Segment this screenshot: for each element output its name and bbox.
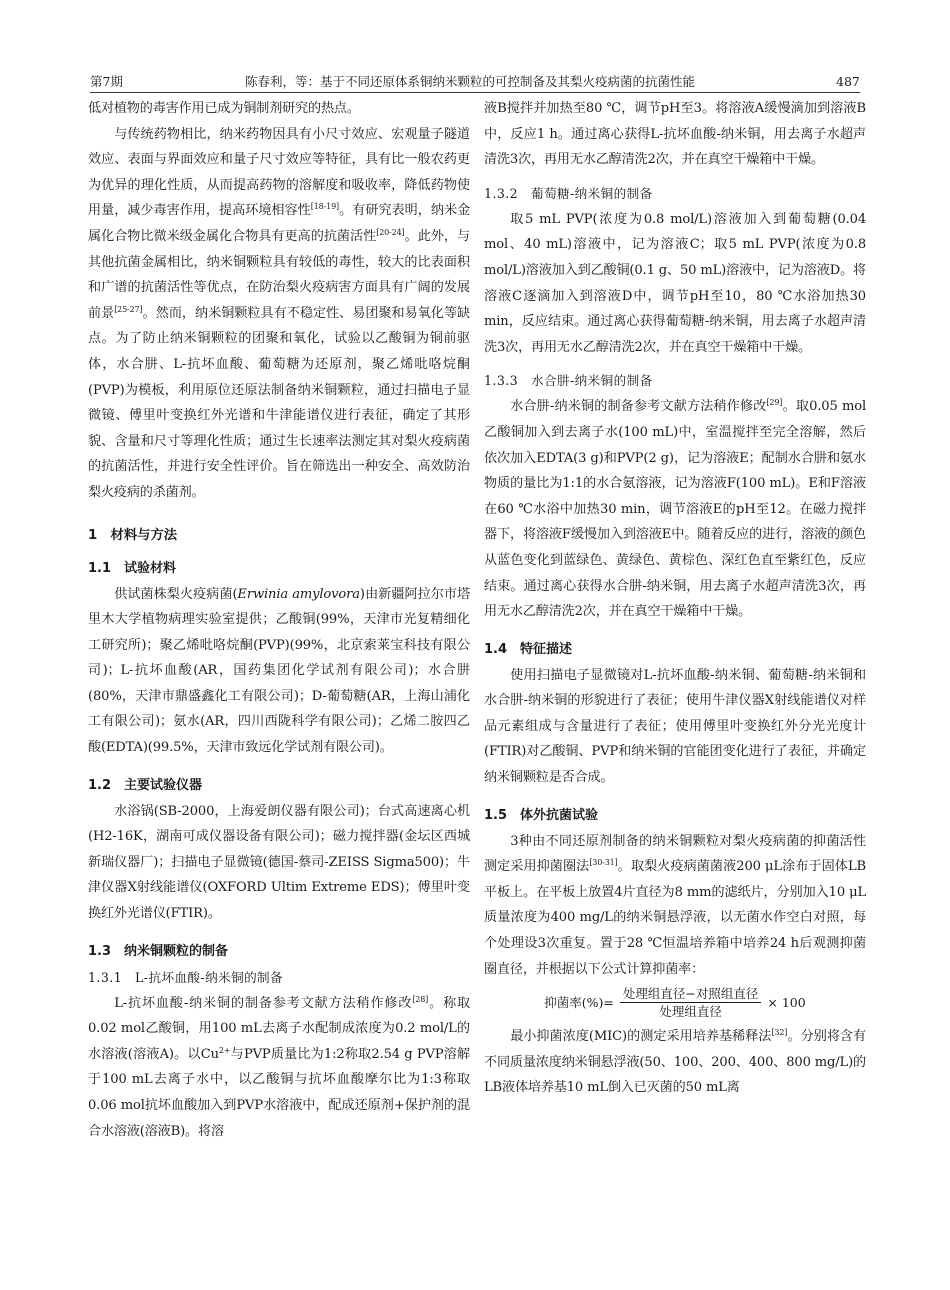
formula-numerator: 处理组直径−对照组直径 — [620, 986, 761, 1003]
paragraph-ascorbic-cont: 液B搅拌并加热至80 ℃，调节pH至3。将溶液A缓慢滴加到溶液B中，反应1 h。通过离心获得L-抗坏血酸-纳米铜，用去离子水超声清洗3次，再用无水乙醇清洗2次，并在真空干燥箱中干燥。 — [484, 101, 866, 168]
subsection-heading-characterization: 1.4 特征描述 — [484, 641, 573, 657]
paragraph-ascorbic-prep: L-抗坏血酸-纳米铜的制备参考文献方法稍作修改[28]。称取0.02 mol乙酸铜，用100 mL去离子水配制成浓度为0.2 mol/L的水溶液(溶液A)。以$Cu^{2+}$与PVP质量比为1:2称取2.54 g PVP溶解于100 mL去离子水中，以乙酸铜与抗坏血酸摩尔比为1:3称取0.06 mol抗坏血酸加入到PVP水溶液中，配成还原剂+保护剂的混合水溶液(溶液B)。将溶 — [88, 994, 470, 1139]
paragraph-materials: 供试菌株梨火疫病菌(Erwinia amylovora)由新疆阿拉尔市塔里木大学植物病理实验室提供；乙酸铜(99%，天津市光复精细化工研究所)；聚乙烯吡咯烷酮(PVP)(99%，北京索莱宝科技有限公司)；L-抗坏血酸(AR，国药集团化学试剂有限公司)；水合肼(80%，天津市鼎盛鑫化工有限公司)；D-葡萄糖(AR，上海山浦化工有限公司)；氨水(AR，四川西陇科学有限公司)；乙烯二胺四乙酸(EDTA)(99.5%，天津市致远化学试剂有限公司)。 — [88, 586, 471, 756]
header-issue: 第7期 — [90, 74, 123, 89]
citation: [32] — [771, 1028, 788, 1038]
paragraph-hydrazine-prep: 水合肼-纳米铜的制备参考文献方法稍作修改[29]。取0.05 mol乙酸铜加入到去离子水(100 mL)中，室温搅拌至完全溶解，然后依次加入EDTA(3 g)和PVP(2 g)，记为溶液E；配制水合肼和氨水物质的量比为1:1的水合氨溶液，记为溶液F(100 mL)。E和F溶液在60 ℃水浴中加热30 min，调节溶液E的pH至12。在磁力搅拌器下，将溶液F缓慢加入到溶液E中。随着反应的进行，溶液的颜色从蓝色变化到蓝绿色、黄绿色、黄棕色、深红色直至紫红色，反应结束。通过离心获得水合肼-纳米铜，用去离子水超声清洗3次，再用无水乙醇清洗2次，并在真空干燥箱中干燥。 — [484, 398, 866, 620]
formula-denominator: 处理组直径 — [659, 1003, 722, 1019]
paragraph-mic: 最小抑菌浓度(MIC)的测定采用培养基稀释法[32]。分别将含有不同质量浓度纳米铜悬浮液(50、100、200、400、800 mg/L)的LB液体培养基10 mL倒入已灭菌的50 mL离 — [484, 1028, 866, 1096]
section-heading-materials-methods: 1 材料与方法 — [88, 527, 178, 543]
subsection-heading-antibacterial: 1.5 体外抗菌试验 — [484, 807, 599, 823]
header-rule — [90, 92, 860, 93]
formula-rhs: × 100 — [767, 994, 806, 1010]
paragraph-characterization: 使用扫描电子显微镜对L-抗坏血酸-纳米铜、葡萄糖-纳米铜和水合肼-纳米铜的形貌进行了表征；使用牛津仪器X射线能谱仪对样品元素组成与含量进行了表征；使用傅里叶变换红外分光光度计(FTIR)对乙酸铜、PVP和纳米铜的官能团变化进行了表征，并确定纳米铜颗粒是否合成。 — [484, 667, 866, 786]
left-column — [88, 96, 470, 1144]
subsubsection-heading-glucose: 1.3.2 葡萄糖-纳米铜的制备 — [484, 185, 653, 201]
inhibition-rate-formula — [484, 984, 866, 1020]
formula-lhs: 抑菌率(%)= — [544, 995, 614, 1011]
species-name: Erwinia amylovora — [237, 586, 360, 602]
subsection-heading-preparation: 1.3 纳米铜颗粒的制备 — [88, 943, 229, 959]
citation: [18-19] — [310, 202, 339, 212]
citation: [30-31] — [589, 858, 618, 868]
subsection-heading-instruments: 1.2 主要试验仪器 — [88, 777, 203, 793]
citation: [25-27] — [114, 304, 143, 314]
paragraph-antibacterial: 3种由不同还原剂制备的纳米铜颗粒对梨火疫病菌的抑菌活性测定采用抑菌圈法[30-31]。取梨火疫病菌菌液200 μL涂布于固体LB平板上。在平板上放置4片直径为8 mm的滤纸片，分别加入10 μL质量浓度为400 mg/L的纳米铜悬浮液，以无菌水作空白对照，每个处理设3次重复。置于28 ℃恒温培养箱中培养24 h后观测抑菌圈直径，并根据以下公式计算抑菌率： — [484, 833, 866, 977]
header-running-title: 陈春利，等：基于不同还原体系铜纳米颗粒的可控制备及其梨火疫病菌的抗菌性能 — [245, 74, 696, 89]
subsubsection-heading-ascorbic: 1.3.1 L-抗坏血酸-纳米铜的制备 — [88, 969, 284, 985]
header-page-number: 487 — [836, 74, 860, 89]
citation: [28] — [412, 994, 429, 1004]
paragraph-nano-drugs: 与传统药物相比，纳米药物因具有小尺寸效应、宏观量子隧道效应、表面与界面效应和量子尺寸效应等特征，具有比一般农药更为优异的理化性质，从而提高药物的溶解度和吸收率，降低药物使用量，减少毒害作用，提高环境相容性[18-19]。有研究表明，纳米金属化合物比微米级金属化合物具有更高的抗菌活性[20-24]。此外，与其他抗菌金属相比，纳米铜颗粒具有较低的毒性，较大的比表面积和广谱的抗菌活性等优点，在防治梨火疫病害方面具有广阔的发展前景[25-27]。然而，纳米铜颗粒具有不稳定性、易团聚和易氧化等缺点。为了防止纳米铜颗粒的团聚和氧化，试验以乙酸铜为铜前驱体，水合肼、L-抗坏血酸、葡萄糖为还原剂，聚乙烯吡咯烷酮(PVP)为模板，利用原位还原法制备纳米铜颗粒，通过扫描电子显微镜、傅里叶变换红外光谱和牛津能谱仪进行表征，确定了其形貌、含量和尺寸等理化性质；通过生长速率法测定其对梨火疫病菌的抗菌活性，并进行安全性评价。旨在筛选出一种安全、高效防治梨火疫病的杀菌剂。 — [88, 126, 471, 500]
paragraph-instruments: 水浴锅(SB-2000，上海爱朗仪器有限公司)；台式高速离心机(H2-16K，湖南可成仪器设备有限公司)；磁力搅拌器(金坛区西城新瑞仪器厂)；扫描电子显微镜(德国-蔡司-ZEISS Sigma500)；牛津仪器X射线能谱仪(OXFORD Ultim Extreme EDS)；傅里叶变换红外光谱仪(FTIR)。 — [88, 803, 470, 922]
paragraph-intro-end: 低对植物的毒害作用已成为铜制剂研究的热点。 — [88, 101, 360, 116]
subsection-heading-materials: 1.1 试验材料 — [88, 560, 177, 576]
paragraph-glucose-prep: 取5 mL PVP(浓度为0.8 mol/L)溶液加入到葡萄糖(0.04 mol、40 mL)溶液中，记为溶液C；取5 mL PVP(浓度为0.8 mol/L)溶液加入到乙酸铜(0.1 g、50 mL)溶液中，记为溶液D。将溶液C逐滴加入到溶液D中，调节pH至10，80 ℃水浴加热30 min，反应结束。通过离心获得葡萄糖-纳米铜，用去离子水超声清洗3次，再用无水乙醇清洗2次，并在真空干燥箱中干燥。 — [484, 211, 866, 355]
subsubsection-heading-hydrazine: 1.3.3 水合肼-纳米铜的制备 — [484, 373, 653, 389]
citation: [29] — [766, 398, 783, 408]
superscript-charge: 2+ — [218, 1045, 231, 1055]
formula-fraction — [620, 986, 761, 1019]
citation: [20-24] — [376, 227, 405, 237]
right-column — [484, 96, 866, 1101]
